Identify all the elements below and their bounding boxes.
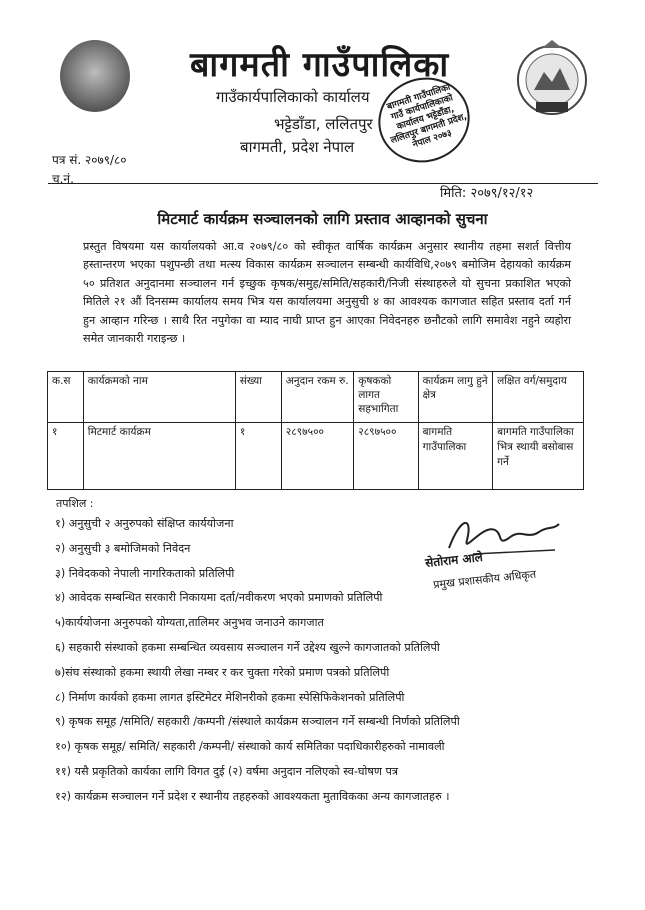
- cell-grant-amount: २८९७५००: [281, 423, 353, 490]
- notice-body: प्रस्तुत विषयमा यस कार्यालयको आ.व २०७९/८० को स्वीकृत वार्षिक कार्यक्रम अनुसार स्थानीय तहमा सशर्त वित्तीय हस्तान्तरण भएका पशुपन्छी तथा मत्स्य विकास कार्यक्रम सञ्चालन सम्बन्धी कार्यविधि,२०७९ बमोजिम देहायको कार्यक्रम ५० प्रतिशत अनुदानमा सञ्चालन गर्न इच्छुक कृषक/समुह/समिति/सहकारी/निजी संस्थाहरुले यो सुचना प्रकाशित भएको मितिले २१ औं दिनसम्म कार्यालय समय भित्र यस कार्यालयमा अनुसुची ४ का आवश्यक कागजात सहित प्रस्ताव दर्ता गर्न हुन आव्हान गरिन्छ । साथै रित नपुगेका वा म्याद नाघी प्राप्त हुन आएका निवेदनहरु छनौटको लागि समावेश नहुने व्यहोरा समेत जानकारी गराइन्छ ।: [83, 240, 571, 346]
- list-item: ४) आवेदक सम्बन्धित सरकारी निकायमा दर्ता/नवीकरण भएको प्रमाणको प्रतिलिपी: [55, 591, 383, 605]
- list-item: २) अनुसुची ३ बमोजिमको निवेदन: [55, 541, 191, 555]
- cell-area: बागमति गाउँपालिका: [418, 423, 493, 490]
- col-target-group: लक्षित वर्ग/समुदाय: [493, 372, 584, 423]
- col-count: संख्या: [235, 372, 281, 423]
- official-stamp: बागमती गाउँपालिका गाउँ कार्यपालिकाको कार्यालय भट्टेडाँडा, ललितपुर बागमती प्रदेश, नेपाल २०७३: [367, 66, 480, 174]
- signer-title: प्रमुख प्रशासकीय अधिकृत: [432, 567, 537, 592]
- col-serial: क.स: [48, 372, 84, 423]
- cell-target-group: बागमति गाउँपालिका भित्र स्थायी बसोबास गर्ने: [493, 423, 584, 490]
- table-header-row: [48, 372, 584, 423]
- list-item: ११) यसै प्रकृतिको कार्यका लागि विगत दुई (२) वर्षमा अनुदान नलिएको स्व-घोषण पत्र: [55, 764, 399, 778]
- municipality-logo: [512, 40, 592, 122]
- col-area: कार्यक्रम लागु हुने क्षेत्र: [418, 372, 493, 423]
- letter-number: पत्र सं. २०७९/८०: [52, 153, 127, 167]
- office-name: गाउँकार्यपालिकाको कार्यालय: [216, 88, 370, 106]
- col-farmer-share: कृषकको लागत सहभागिता: [354, 372, 418, 423]
- date-label: मिति:: [440, 186, 467, 201]
- list-item: १) अनुसुची २ अनुरुपको संक्षिप्त कार्ययोजना: [55, 517, 234, 530]
- details-heading: तपशिल :: [56, 497, 94, 510]
- list-item: ५)कार्ययोजना अनुरुपको योग्यता,तालिमर अनुभव जनाउने कागजात: [55, 616, 324, 630]
- list-item: १०) कृषक समूह/ समिति/ सहकारी /कम्पनी/ संस्थाको कार्य समितिका पदाधिकारीहरुको नामावली: [55, 740, 445, 754]
- cell-farmer-share: २८९७५००: [354, 423, 418, 490]
- program-table: [47, 371, 584, 490]
- org-name: बागमती गाउँपालिका: [190, 45, 450, 85]
- list-item: ६) सहकारी संस्थाको हकमा सम्बन्धित व्यवसाय सञ्चालन गर्ने उद्देश्य खुल्ने कागजातको प्रतिलिपी: [55, 640, 440, 654]
- list-item: ३) निवेदकको नेपाली नागरिकताको प्रतिलिपी: [55, 566, 235, 580]
- list-item: ८) निर्माण कार्यको हकमा लागत इस्टिमेटर मेशिनरीको हकमा स्पेसिफिकेशनको प्रतिलिपी: [55, 690, 405, 704]
- date-value: २०७९/१२/१२: [470, 186, 534, 201]
- cell-serial: १: [48, 423, 84, 490]
- col-program-name: कार्यक्रमको नाम: [83, 372, 235, 423]
- notice-subject: मिटमार्ट कार्यक्रम सञ्चालनको लागि प्रस्ताव आव्हानको सुचना: [157, 210, 488, 228]
- signer-name: सेतोराम आले: [424, 550, 484, 570]
- date-line: [440, 183, 533, 201]
- table-row: [48, 423, 584, 490]
- nepal-emblem-logo: [60, 40, 130, 112]
- list-item: १२) कार्यक्रम सञ्चालन गर्ने प्रदेश र स्थानीय तहहरुको आवश्यकता मुताविकका अन्य कागजातहरु ।: [55, 789, 450, 803]
- province-line: बागमती, प्रदेश नेपाल: [240, 138, 355, 156]
- cell-program-name: मिटमार्ट कार्यक्रम: [83, 423, 235, 490]
- dispatch-number: च.नं.: [52, 172, 74, 186]
- address-line: भट्टेडाँडा, ललितपुर: [274, 115, 373, 133]
- list-item: ७)संघ संस्थाको हकमा स्थायी लेखा नम्बर र कर चुक्ता गरेको प्रमाण पत्रको प्रतिलिपी: [55, 665, 390, 679]
- list-item: ९) कृषक समूह /समिति/ सहकारी /कम्पनी /संस्थाले कार्यक्रम सञ्चालन गर्ने सम्बन्धी निर्णको प्रतिलिपी: [55, 715, 460, 729]
- cell-count: १: [235, 423, 281, 490]
- col-grant-amount: अनुदान रकम रु.: [281, 372, 353, 423]
